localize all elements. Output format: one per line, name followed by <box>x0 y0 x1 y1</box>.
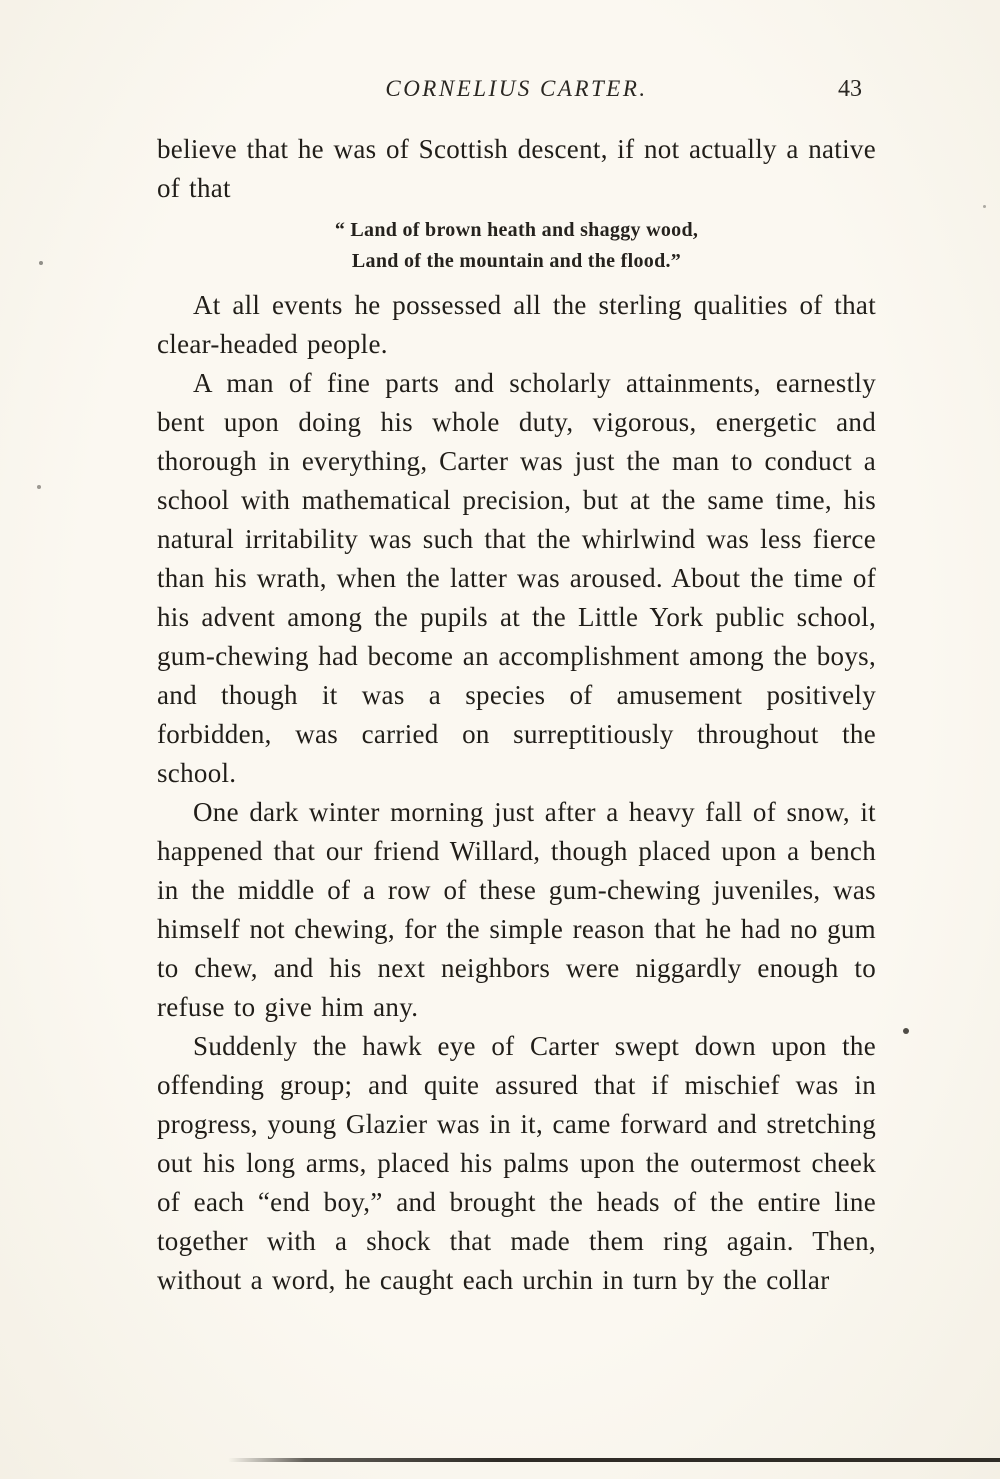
scan-speck-left-lower <box>37 485 41 489</box>
verse-line-1: “ Land of brown heath and shaggy wood, <box>334 219 699 241</box>
scan-speck-left-upper <box>39 261 43 265</box>
paragraph-4: Suddenly the hawk eye of Carter swept down upon the offending group; and quite assured that if mischief was in progress, young Glazier was in it, came forward and stretching out his long arms, placed his palms upon the outermost cheek of each “end boy,” and brought the heads of the entire line together with a shock that made them ring again. Then, without a word, he caught each urchin in turn by the collar <box>157 1031 876 1295</box>
paragraph-1: At all events he possessed all the sterling qualities of that clear-headed people. <box>157 290 876 359</box>
paragraph-2: A man of fine parts and scholarly attainments, earnestly bent upon doing his whole duty, vigorous, energetic and thorough in everything, Carter was just the man to conduct a school with mathematical precision, but at the same time, his natural irritability was such that the whirlwind was less fierce than his wrath, when the latter was aroused. About the time of his advent among the pupils at the Little York public school, gum-chewing had become an accomplishment among the boys, and though it was a species of amusement positively forbidden, was carried on surreptitiously throughout the school. <box>157 368 876 788</box>
page-content <box>157 76 876 1300</box>
body-text <box>157 130 876 1300</box>
scan-speck-right-edge <box>983 205 986 208</box>
running-head <box>157 76 876 114</box>
page-number: 43 <box>838 76 862 102</box>
paragraph-3: One dark winter morning just after a heavy fall of snow, it happened that our friend Willard, though placed upon a bench in the middle of a row of these gum-chewing juveniles, was himself not chewing, for the simple reason that he had no gum to chew, and his next neighbors were niggardly enough to refuse to give him any. <box>157 797 876 1022</box>
scan-speck-right-margin <box>903 1028 909 1034</box>
scan-edge-line <box>228 1458 1000 1462</box>
paragraph-continuation: believe that he was of Scottish descent, if not actually a native of that <box>157 134 876 203</box>
verse-line-2: Land of the mountain and the flood.” <box>351 250 682 272</box>
running-header-title: CORNELIUS CARTER. <box>385 76 648 101</box>
verse-quote <box>157 215 876 277</box>
